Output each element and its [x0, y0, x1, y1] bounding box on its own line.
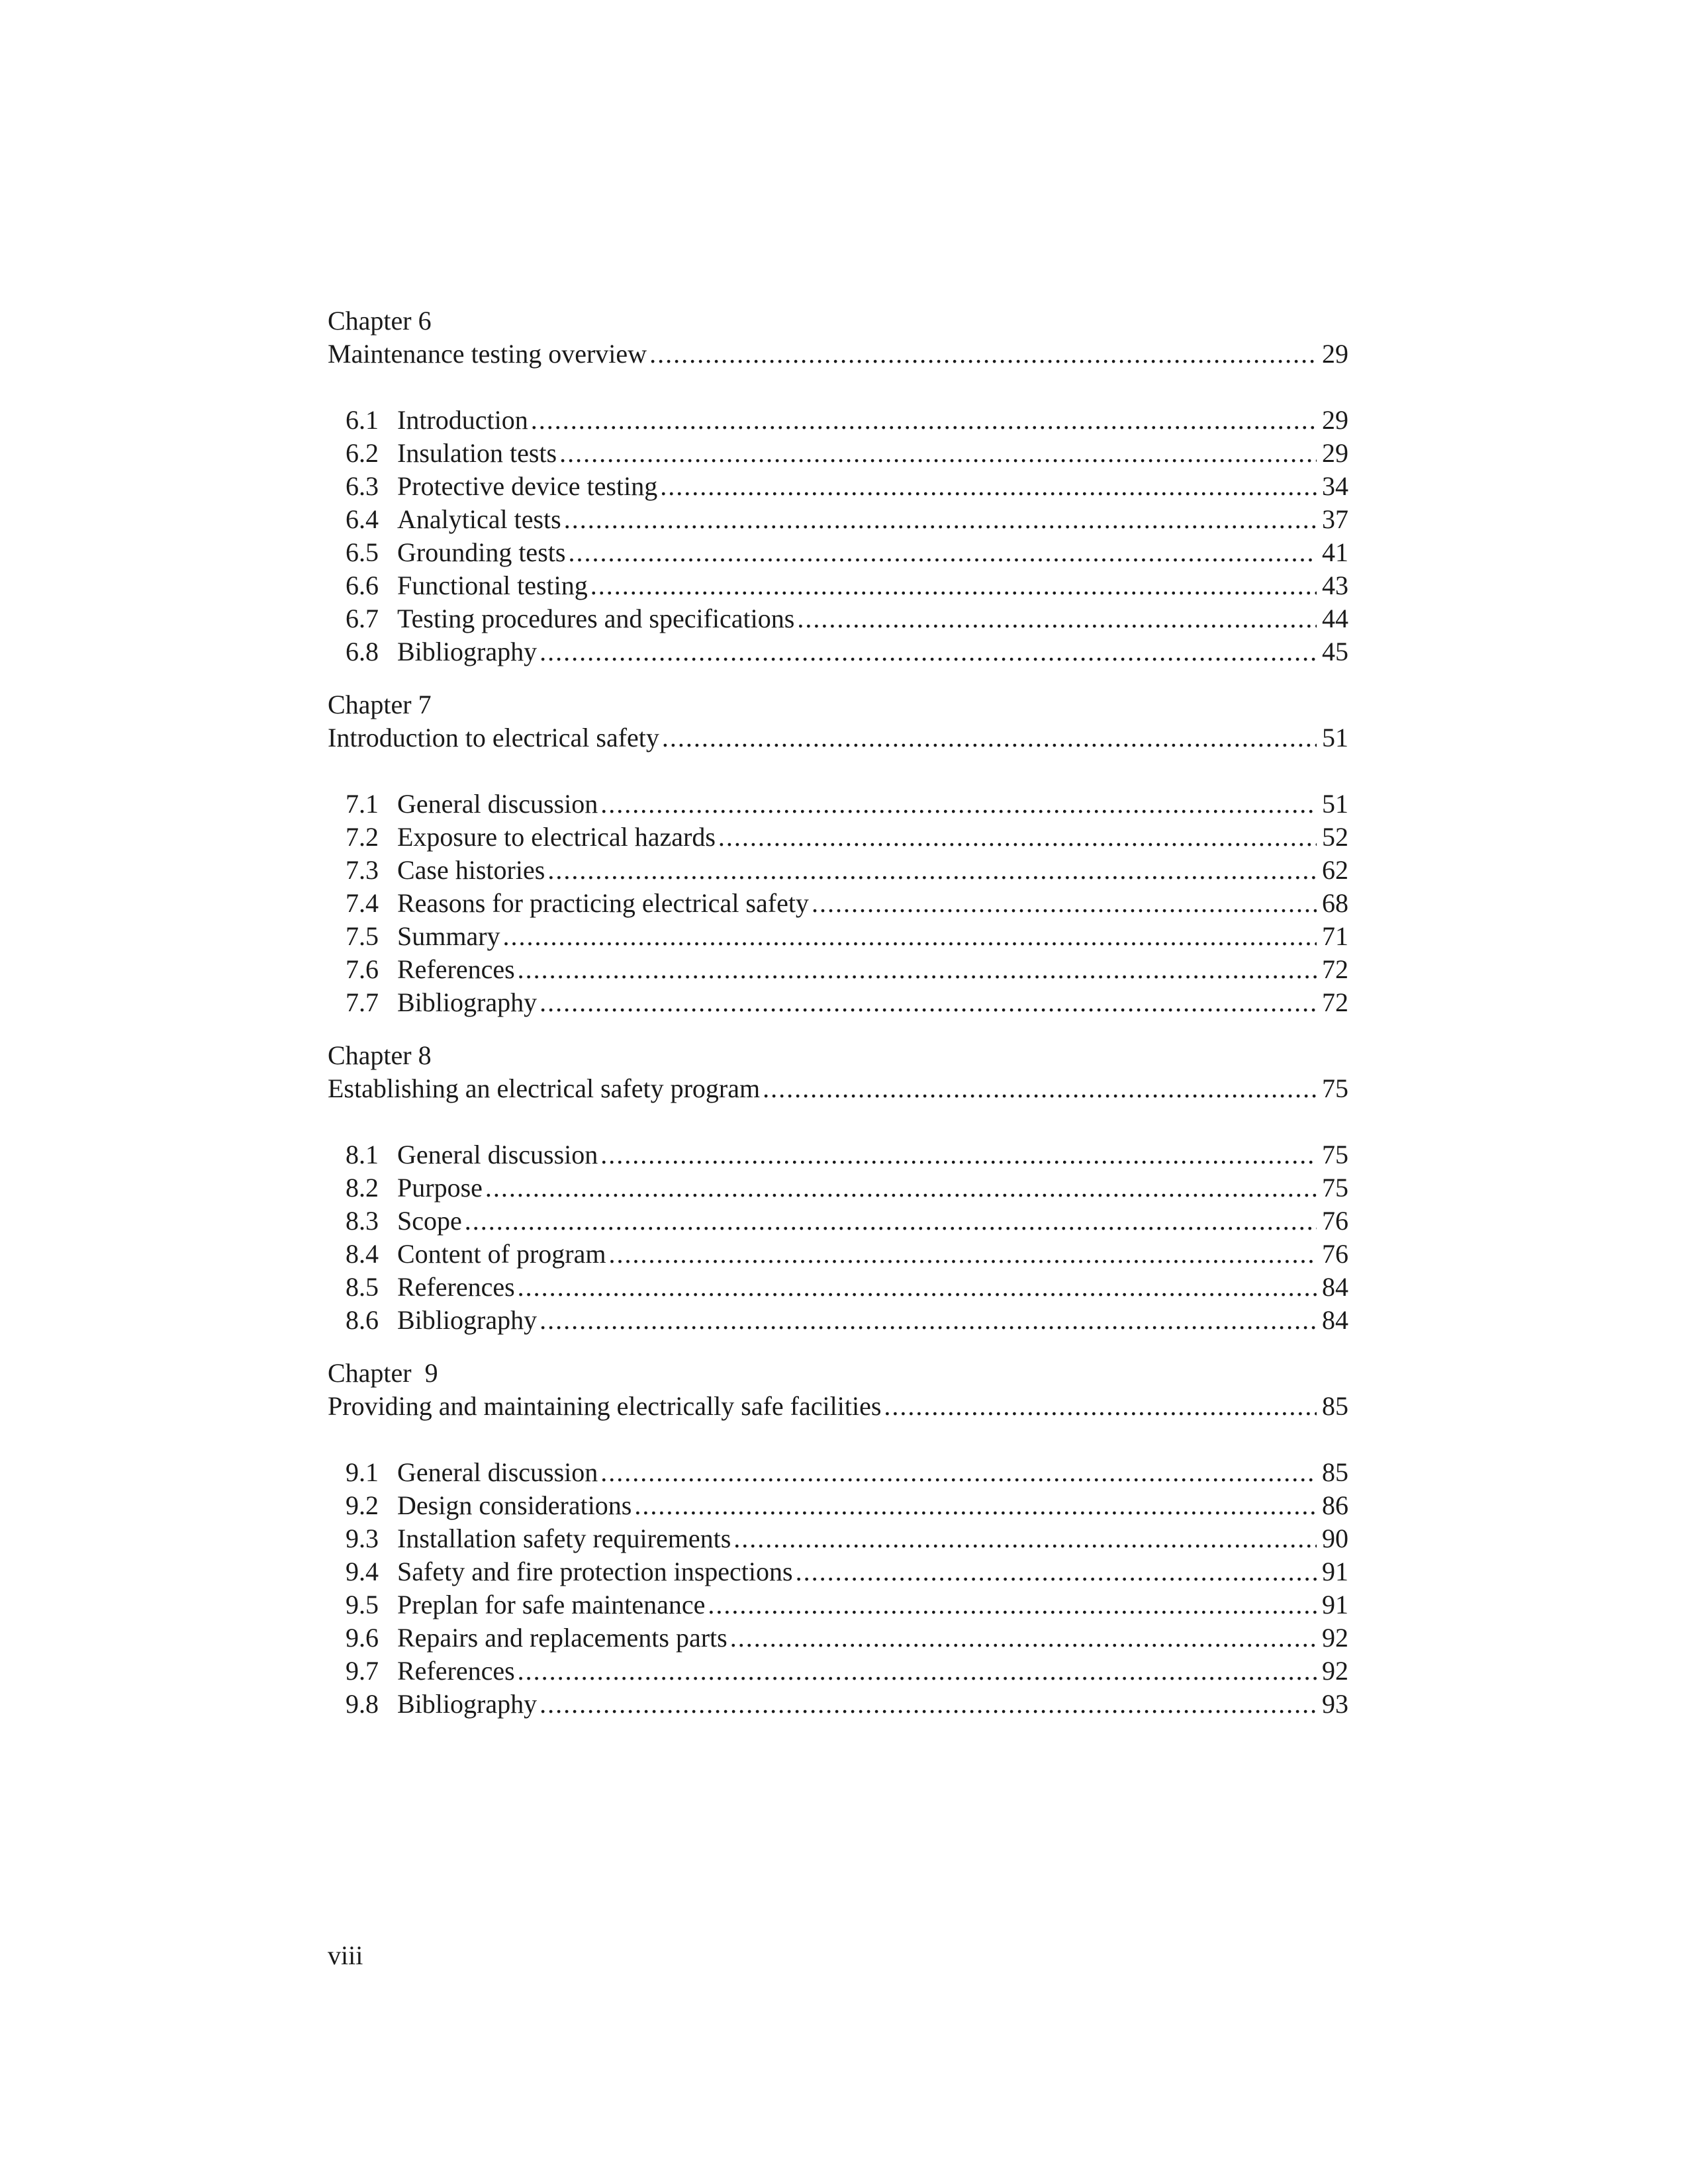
section-title: Installation safety requirements: [397, 1524, 731, 1553]
dot-leader: [539, 986, 1317, 1019]
page-number: 76: [1322, 1206, 1348, 1236]
dot-leader: [812, 887, 1317, 920]
dot-leader: [634, 1489, 1317, 1522]
page-number: 75: [1322, 1073, 1348, 1103]
chapter-title-entry[interactable]: [328, 1072, 1348, 1105]
chapter-label: Chapter 8: [328, 1040, 432, 1070]
section-title: Scope: [397, 1206, 462, 1236]
chapter-title-entry[interactable]: [328, 721, 1348, 754]
chapter-label: Chapter 9: [328, 1358, 438, 1388]
section-title: Bibliography: [397, 987, 538, 1017]
section-title: General discussion: [397, 1457, 598, 1487]
chapter-title-entry[interactable]: [328, 338, 1348, 371]
page-number: 51: [1322, 723, 1348, 752]
dot-leader: [539, 1688, 1317, 1721]
section-number: 9.1: [346, 1457, 379, 1487]
chapter-title: Establishing an electrical safety program: [328, 1073, 761, 1103]
section-number: 7.2: [346, 822, 379, 852]
dot-leader: [733, 1522, 1317, 1555]
section-number: 6.7: [346, 604, 379, 633]
dot-leader: [797, 602, 1317, 635]
section-title: References: [397, 954, 515, 984]
page-number: 71: [1322, 921, 1348, 951]
toc-entry[interactable]: [328, 437, 1348, 470]
dot-leader: [531, 404, 1317, 437]
section-title: Preplan for safe maintenance: [397, 1590, 706, 1619]
page-number: 51: [1322, 789, 1348, 819]
chapter-block: [328, 1039, 1348, 1337]
dot-leader: [465, 1205, 1317, 1238]
page-number: 62: [1322, 855, 1348, 885]
dot-leader: [518, 953, 1317, 986]
dot-leader: [568, 536, 1317, 569]
chapter-title-entry[interactable]: [328, 1390, 1348, 1423]
toc-entry[interactable]: [328, 1489, 1348, 1522]
toc-entry[interactable]: [328, 920, 1348, 953]
toc-entry[interactable]: [328, 1205, 1348, 1238]
section-title: References: [397, 1656, 515, 1686]
toc-entry[interactable]: [328, 470, 1348, 503]
page-number: 76: [1322, 1239, 1348, 1269]
section-title: Bibliography: [397, 637, 538, 666]
page-number: 75: [1322, 1140, 1348, 1169]
page-number: 44: [1322, 604, 1348, 633]
page-number: 92: [1322, 1656, 1348, 1686]
section-number: 6.8: [346, 637, 379, 666]
section-title: Exposure to electrical hazards: [397, 822, 716, 852]
footer-page-number: viii: [328, 1940, 363, 1970]
toc-entry[interactable]: [328, 986, 1348, 1019]
page-number: 29: [1322, 405, 1348, 435]
dot-leader: [539, 1304, 1317, 1337]
page-number: 85: [1322, 1391, 1348, 1421]
chapter-title: Providing and maintaining electrically safe facilities: [328, 1391, 882, 1421]
toc-entry[interactable]: [328, 536, 1348, 569]
toc-entry[interactable]: [328, 569, 1348, 602]
section-number: 6.2: [346, 438, 379, 468]
section-number: 7.3: [346, 855, 379, 885]
section-title: Reasons for practicing electrical safety: [397, 888, 809, 918]
chapter-label: Chapter 6: [328, 306, 432, 336]
toc-entry[interactable]: [328, 1171, 1348, 1205]
dot-leader: [503, 920, 1317, 953]
page-number: 29: [1322, 438, 1348, 468]
section-title: Purpose: [397, 1173, 483, 1203]
page-number: 85: [1322, 1457, 1348, 1487]
dot-leader: [600, 1456, 1317, 1489]
dot-leader: [660, 470, 1317, 503]
page-number: 90: [1322, 1524, 1348, 1553]
section-number: 7.7: [346, 987, 379, 1017]
section-title: Protective device testing: [397, 471, 658, 501]
section-number: 6.3: [346, 471, 379, 501]
toc-entry[interactable]: [328, 1588, 1348, 1621]
chapter-title: Maintenance testing overview: [328, 339, 647, 369]
chapter-title: Introduction to electrical safety: [328, 723, 659, 752]
page-number: 52: [1322, 822, 1348, 852]
section-title: Analytical tests: [397, 504, 561, 534]
toc-entry[interactable]: [328, 635, 1348, 668]
section-number: 8.1: [346, 1140, 379, 1169]
page-number: 75: [1322, 1173, 1348, 1203]
page-number: 91: [1322, 1590, 1348, 1619]
page-number: 72: [1322, 954, 1348, 984]
toc-entry[interactable]: [328, 1688, 1348, 1721]
section-number: 8.6: [346, 1305, 379, 1335]
table-of-contents: [328, 304, 1348, 1741]
dot-leader: [763, 1072, 1317, 1105]
toc-entry[interactable]: [328, 404, 1348, 437]
page-number: 72: [1322, 987, 1348, 1017]
section-number: 8.2: [346, 1173, 379, 1203]
toc-entry[interactable]: [328, 887, 1348, 920]
section-number: 8.4: [346, 1239, 379, 1269]
page-number: 41: [1322, 537, 1348, 567]
section-title: Bibliography: [397, 1689, 538, 1719]
toc-entry[interactable]: [328, 788, 1348, 821]
dot-leader: [600, 1138, 1317, 1171]
dot-leader: [539, 635, 1317, 668]
dot-leader: [485, 1171, 1317, 1205]
section-title: Safety and fire protection inspections: [397, 1557, 793, 1586]
section-number: 9.8: [346, 1689, 379, 1719]
dot-leader: [559, 437, 1317, 470]
page-number: 43: [1322, 570, 1348, 600]
section-number: 6.4: [346, 504, 379, 534]
section-title: References: [397, 1272, 515, 1302]
section-number: 9.4: [346, 1557, 379, 1586]
dot-leader: [600, 788, 1317, 821]
dot-leader: [547, 854, 1317, 887]
dot-leader: [564, 503, 1317, 536]
toc-entry[interactable]: [328, 854, 1348, 887]
toc-entry[interactable]: [328, 503, 1348, 536]
section-number: 9.3: [346, 1524, 379, 1553]
dot-leader: [708, 1588, 1317, 1621]
toc-entry[interactable]: [328, 602, 1348, 635]
section-title: General discussion: [397, 789, 598, 819]
chapter-block: [328, 1357, 1348, 1721]
section-title: Content of program: [397, 1239, 606, 1269]
section-number: 7.4: [346, 888, 379, 918]
section-title: Summary: [397, 921, 500, 951]
section-number: 6.1: [346, 405, 379, 435]
section-title: Grounding tests: [397, 537, 566, 567]
dot-leader: [730, 1621, 1317, 1655]
page-number: 68: [1322, 888, 1348, 918]
section-number: 7.1: [346, 789, 379, 819]
page-number: 86: [1322, 1490, 1348, 1520]
section-title: General discussion: [397, 1140, 598, 1169]
section-number: 9.5: [346, 1590, 379, 1619]
section-title: Introduction: [397, 405, 528, 435]
chapter-block: [328, 688, 1348, 1019]
toc-entry[interactable]: [328, 953, 1348, 986]
page-number: 29: [1322, 339, 1348, 369]
section-number: 9.7: [346, 1656, 379, 1686]
dot-leader: [649, 338, 1317, 371]
toc-entry[interactable]: [328, 1271, 1348, 1304]
toc-entry[interactable]: [328, 1138, 1348, 1171]
dot-leader: [718, 821, 1317, 854]
section-number: 8.5: [346, 1272, 379, 1302]
page-number: 93: [1322, 1689, 1348, 1719]
chapter-label: Chapter 7: [328, 690, 432, 719]
section-number: 9.6: [346, 1623, 379, 1653]
page-number: 92: [1322, 1623, 1348, 1653]
section-title: Design considerations: [397, 1490, 632, 1520]
dot-leader: [518, 1271, 1317, 1304]
section-title: Insulation tests: [397, 438, 557, 468]
section-number: 6.5: [346, 537, 379, 567]
dot-leader: [796, 1555, 1317, 1588]
toc-entry[interactable]: [328, 821, 1348, 854]
section-title: Repairs and replacements parts: [397, 1623, 727, 1653]
page-number: 34: [1322, 471, 1348, 501]
section-number: 7.6: [346, 954, 379, 984]
chapter-block: [328, 304, 1348, 668]
toc-entry[interactable]: [328, 1621, 1348, 1655]
toc-entry[interactable]: [328, 1522, 1348, 1555]
page-number: 37: [1322, 504, 1348, 534]
toc-entry[interactable]: [328, 1456, 1348, 1489]
page-number: 91: [1322, 1557, 1348, 1586]
toc-entry[interactable]: [328, 1238, 1348, 1271]
dot-leader: [518, 1655, 1317, 1688]
dot-leader: [609, 1238, 1317, 1271]
section-title: Functional testing: [397, 570, 588, 600]
toc-entry[interactable]: [328, 1555, 1348, 1588]
section-title: Testing procedures and specifications: [397, 604, 795, 633]
page-number: 45: [1322, 637, 1348, 666]
section-title: Case histories: [397, 855, 545, 885]
dot-leader: [884, 1390, 1317, 1423]
dot-leader: [662, 721, 1317, 754]
page-number: 84: [1322, 1272, 1348, 1302]
dot-leader: [590, 569, 1317, 602]
section-number: 8.3: [346, 1206, 379, 1236]
toc-entry[interactable]: [328, 1655, 1348, 1688]
section-number: 7.5: [346, 921, 379, 951]
section-title: Bibliography: [397, 1305, 538, 1335]
section-number: 6.6: [346, 570, 379, 600]
section-number: 9.2: [346, 1490, 379, 1520]
page-number: 84: [1322, 1305, 1348, 1335]
toc-entry[interactable]: [328, 1304, 1348, 1337]
